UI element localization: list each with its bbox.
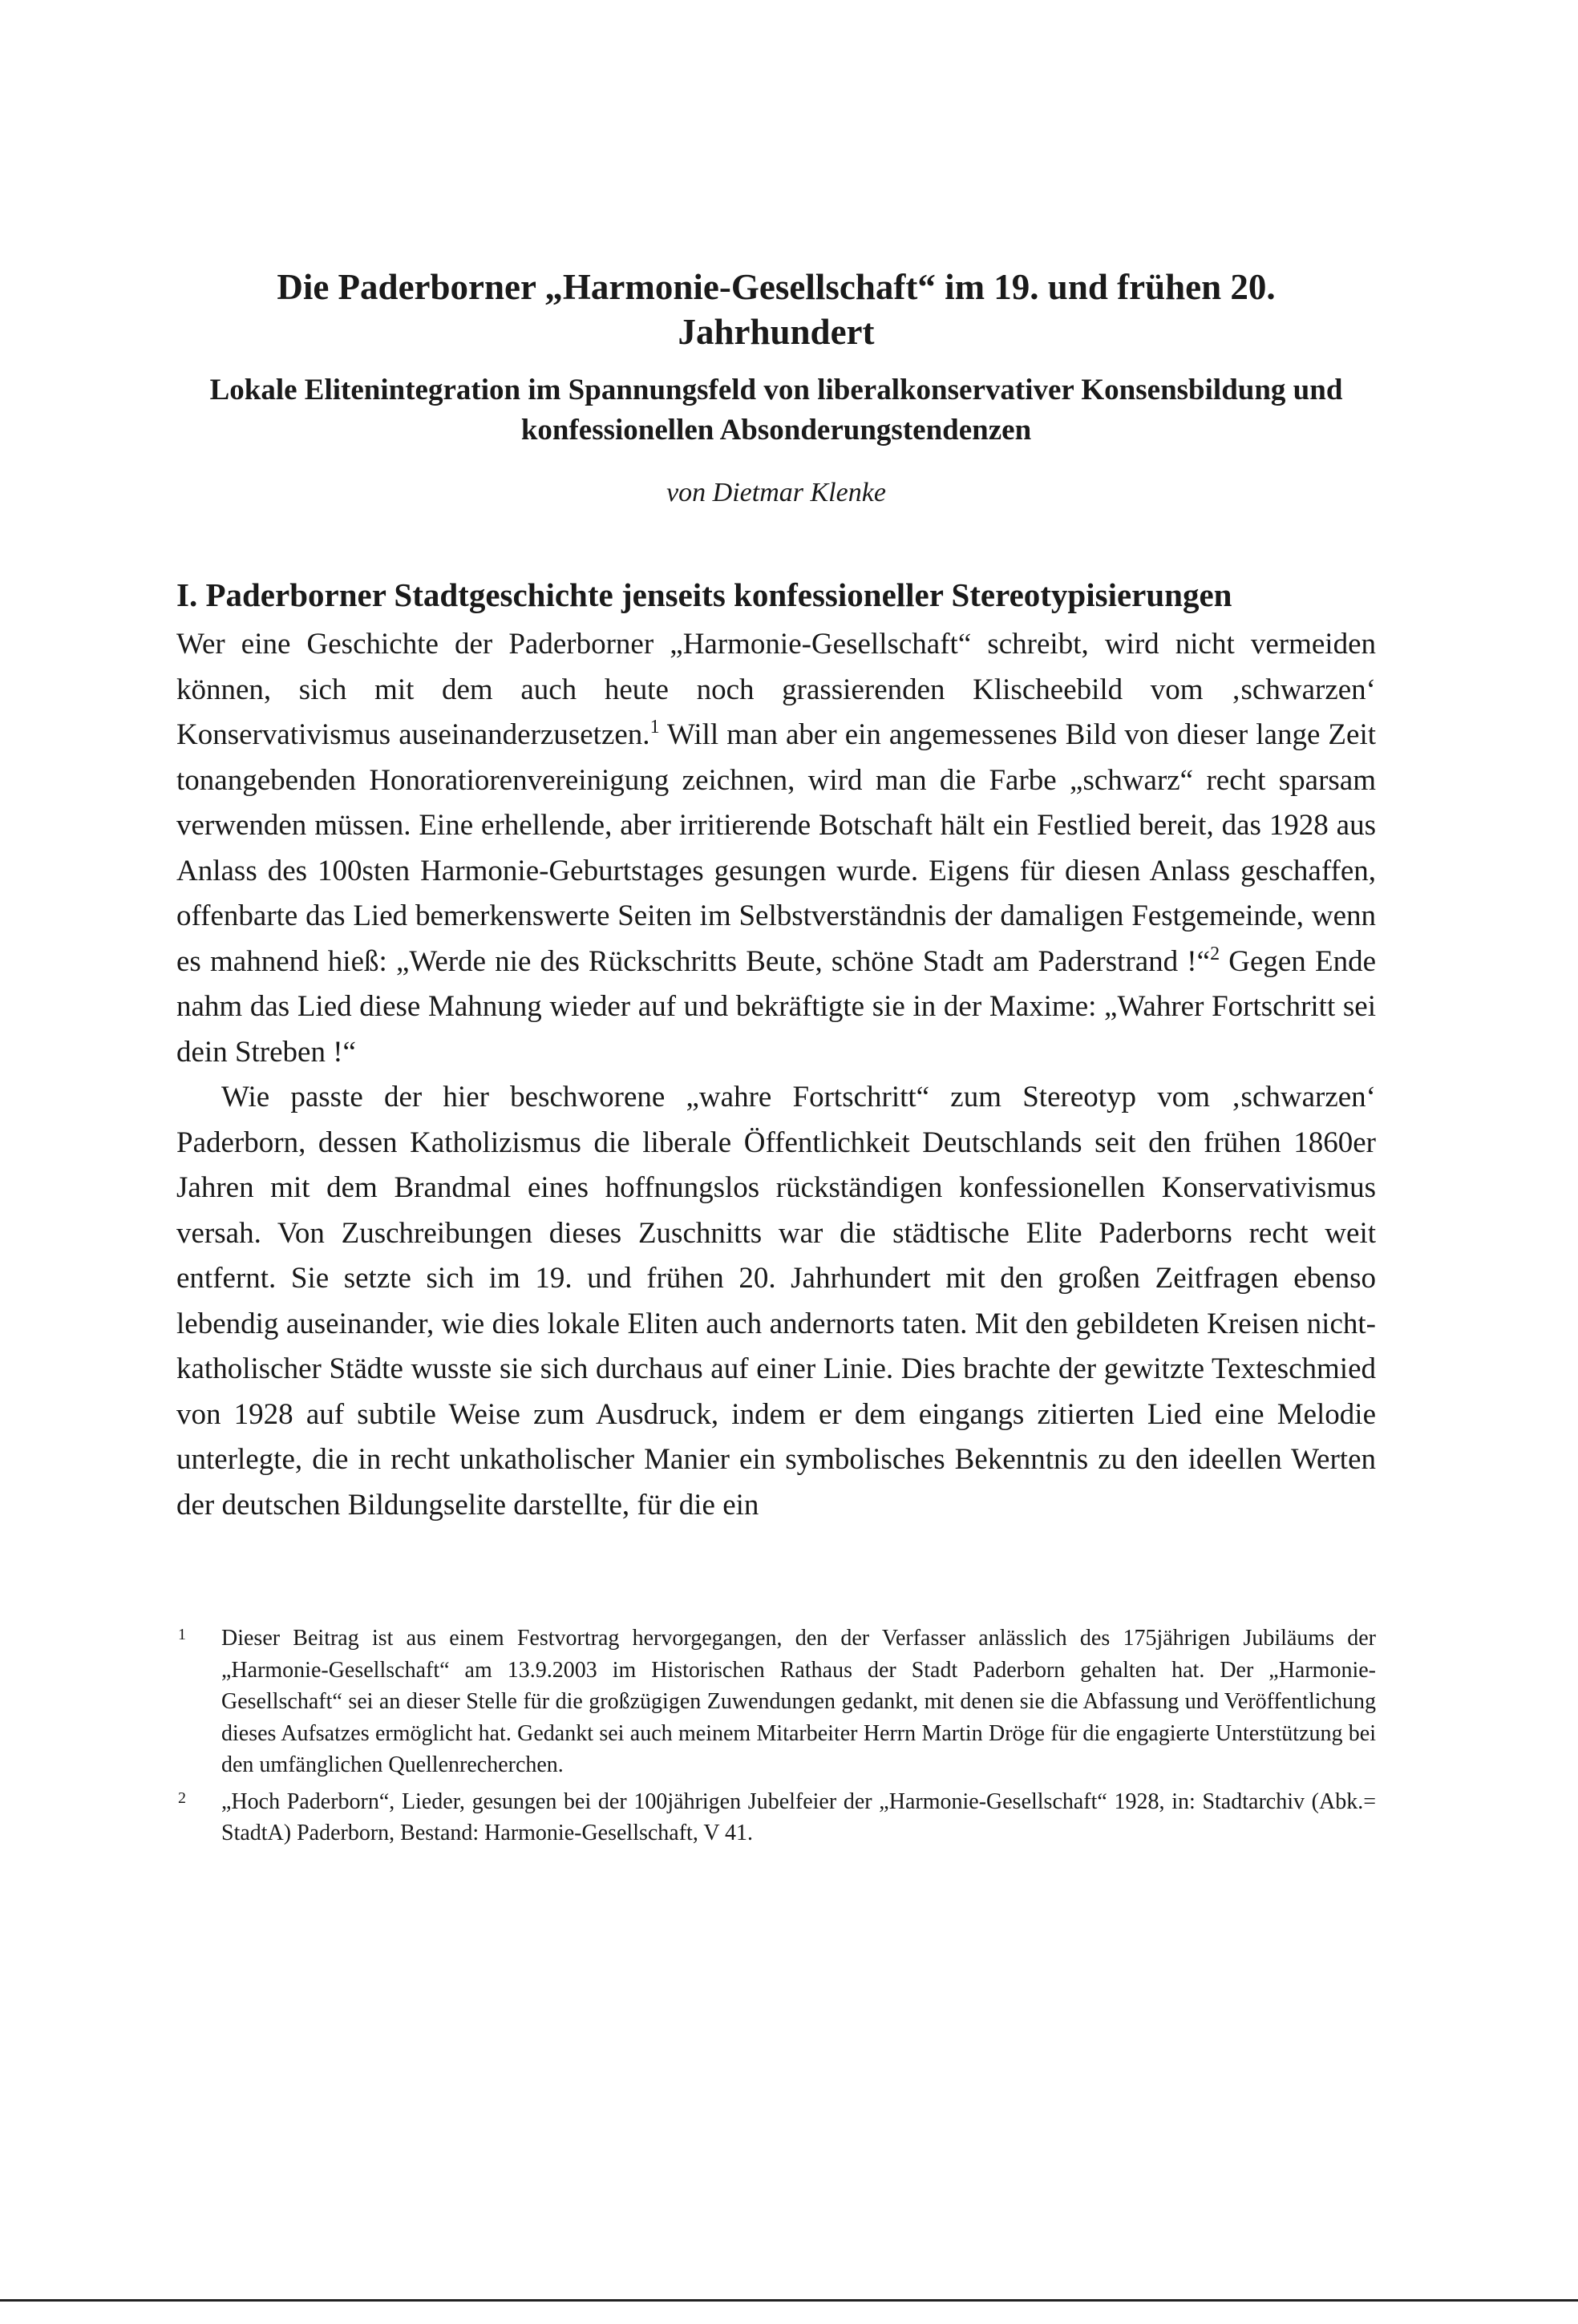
section-heading: I. Paderborner Stadtgeschichte jenseits konfessioneller Stereotypisierungen <box>176 576 1232 613</box>
paragraph-1-part-b: Will man aber ein angemessenes Bild von dieser lange Zeit tonangebenden Honoratiorenvereinigung zeichnen, wird man die Farbe „schwarz“ recht sparsam verwenden müssen. Eine erhellende, aber irritierende Botschaft hält ein Festlied bereit, das 1928 aus Anlass des 100sten Harmonie-Geburtstages gesungen wurde. Eigens für diesen Anlass geschaffen, offenbarte das Lied bemerkenswerte Seiten im Selbstverständnis der damaligen Festgemeinde, wenn es mahnend hieß: „Werde nie des Rückschritts Beute, schöne Stadt am Paderstrand !“ <box>176 718 1377 978</box>
footnotes <box>176 1623 1376 1849</box>
article-subtitle: Lokale Elitenintegration im Spannungsfeld von liberalkonservativer Konsensbildung und konfessionellen Absonderungstendenzen <box>209 374 1343 447</box>
footnote-2 <box>176 1786 1376 1849</box>
footnote-text: „Hoch Paderborn“, Lieder, gesungen bei der 100jährigen Jubelfeier der „Harmonie-Gesellschaft“ 1928, in: Stadtarchiv (Abk.= StadtA) Paderborn, Bestand: Harmonie-Gesellschaft, V 41. <box>221 1788 1376 1845</box>
paragraph-1 <box>176 622 1376 1075</box>
author-line: von Dietmar Klenke <box>666 478 886 507</box>
footnote-1 <box>176 1623 1376 1781</box>
paragraph-1-part-c: Gegen Ende nahm das Lied diese Mahnung wieder auf und bekräftigte sie in der Maxime: „Wahrer Fortschritt sei dein Streben !“ <box>176 944 1377 1069</box>
footnote-ref-1[interactable]: 1 <box>649 717 660 738</box>
footnote-ref-2[interactable]: 2 <box>1210 943 1220 964</box>
paragraph-1-part-a: Wer eine Geschichte der Paderborner „Harmonie-Gesellschaft“ schreibt, wird nicht vermeiden können, sich mit dem auch heute noch grassierenden Klischeebild vom ‚schwarzen‘ Konservativismus auseinanderzusetzen. <box>176 628 1376 751</box>
paragraph-2: Wie passte der hier beschworene „wahre Fortschritt“ zum Stereotyp vom ‚schwarzen‘ Paderborn, dessen Katholizismus die liberale Öffentlichkeit Deutschlands seit den frühen 1860er Jahren mit dem Brandmal eines hoffnungslos rückständigen konfessionellen Konservativismus versah. Von Zuschreibungen dieses Zuschnitts war die städtische Elite Paderborns recht weit entfernt. Sie setzte sich im 19. und frühen 20. Jahrhundert mit den großen Zeitfragen ebenso lebendig auseinander, wie dies lokale Eliten auch andernorts taten. Mit den gebildeten Kreisen nicht-katholischer Städte wusste sie sich durchaus auf einer Linie. Dies brachte der gewitzte Texteschmied von 1928 auf subtile Weise zum Ausdruck, indem er dem eingangs zitierten Lied eine Melodie unterlegte, die in recht unkatholischer Manier ein symbolisches Bekenntnis zu den ideellen Werten der deutschen Bildungselite darstellte, für die ein <box>176 1081 1376 1522</box>
page <box>176 265 1376 1854</box>
article-title: Die Paderborner „Harmonie-Gesellschaft“ im 19. und frühen 20. Jahrhundert <box>277 267 1276 352</box>
footnote-marker: 2 <box>178 1788 186 1807</box>
footnote-text: Dieser Beitrag ist aus einem Festvortrag hervorgegangen, den der Verfasser anlässlich des 175jährigen Jubiläums der „Harmonie-Gesellschaft“ am 13.9.2003 im Historischen Rathaus der Stadt Paderborn gehalten hat. Der „Harmonie-Gesellschaft“ sei an dieser Stelle für die großzügigen Zuwendungen gedankt, mit denen sie die Abfassung und Veröffentlichung dieses Aufsatzes ermöglicht hat. Gedankt sei auch meinem Mitarbeiter Herrn Martin Dröge für die engagierte Unterstützung bei den umfänglichen Quellenrecherchen. <box>221 1626 1376 1777</box>
page-bottom-rule <box>0 2299 1578 2302</box>
footnote-marker: 1 <box>178 1626 186 1643</box>
body-text <box>176 622 1376 1528</box>
